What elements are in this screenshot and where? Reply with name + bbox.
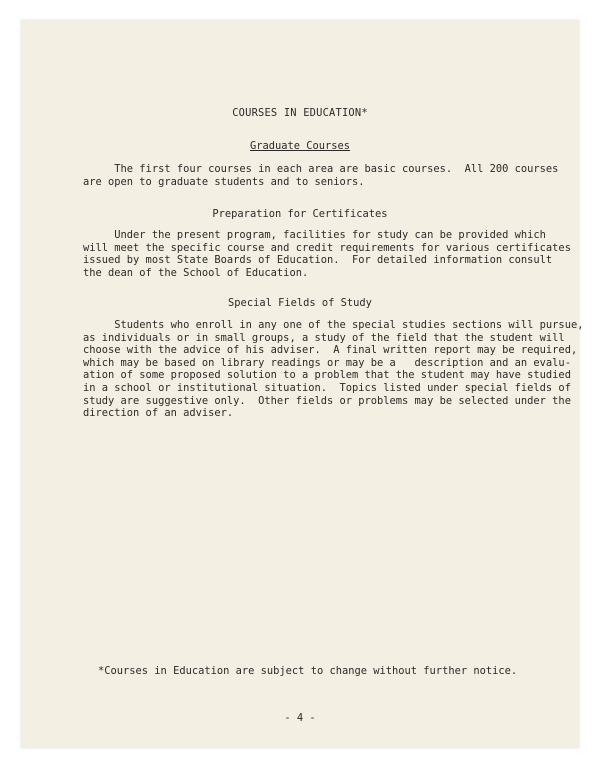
- paragraph-line: ation of some proposed solution to a problem that the student may have studied: [83, 369, 571, 382]
- paragraph-line: issued by most State Boards of Education. For detailed information consult: [83, 254, 553, 267]
- paragraph-line: Students who enroll in any one of the special studies sections will pursue,: [83, 319, 584, 331]
- paragraph-line: direction of an adviser.: [83, 407, 234, 420]
- page-title: COURSES IN EDUCATION*: [232, 107, 368, 119]
- special-fields-heading: Special Fields of Study: [228, 297, 372, 309]
- certificates-heading: Preparation for Certificates: [212, 208, 388, 220]
- special-fields-paragraph: [83, 319, 584, 420]
- intro-paragraph: [83, 163, 559, 188]
- paragraph-line: choose with the advice of his adviser. A final written report may be required,: [83, 344, 578, 357]
- paragraph-line: will meet the specific course and credit requirements for various certificates: [83, 241, 571, 254]
- certificates-paragraph: [83, 229, 571, 279]
- paragraph-line: Under the present program, facilities for study can be provided which: [83, 229, 546, 241]
- graduate-courses-heading: Graduate Courses: [249, 140, 351, 152]
- paragraph-line: as individuals or in small groups, a study of the field that the student will: [83, 331, 565, 344]
- paragraph-line: The first four courses in each area are basic courses. All 200 courses: [83, 163, 559, 175]
- paragraph-line: are open to graduate students and to seniors.: [83, 175, 365, 188]
- footnote: *Courses in Education are subject to change without further notice.: [98, 665, 518, 677]
- paragraph-line: which may be based on library readings or may be a description and an evalu-: [83, 356, 571, 369]
- paragraph-line: in a school or institutional situation. Topics listed under special fields of: [83, 381, 571, 394]
- paragraph-line: the dean of the School of Education.: [83, 266, 309, 279]
- paragraph-line: study are suggestive only. Other fields or problems may be selected under the: [83, 394, 571, 407]
- page-number: - 4 -: [284, 712, 316, 724]
- document-page: [21, 20, 584, 748]
